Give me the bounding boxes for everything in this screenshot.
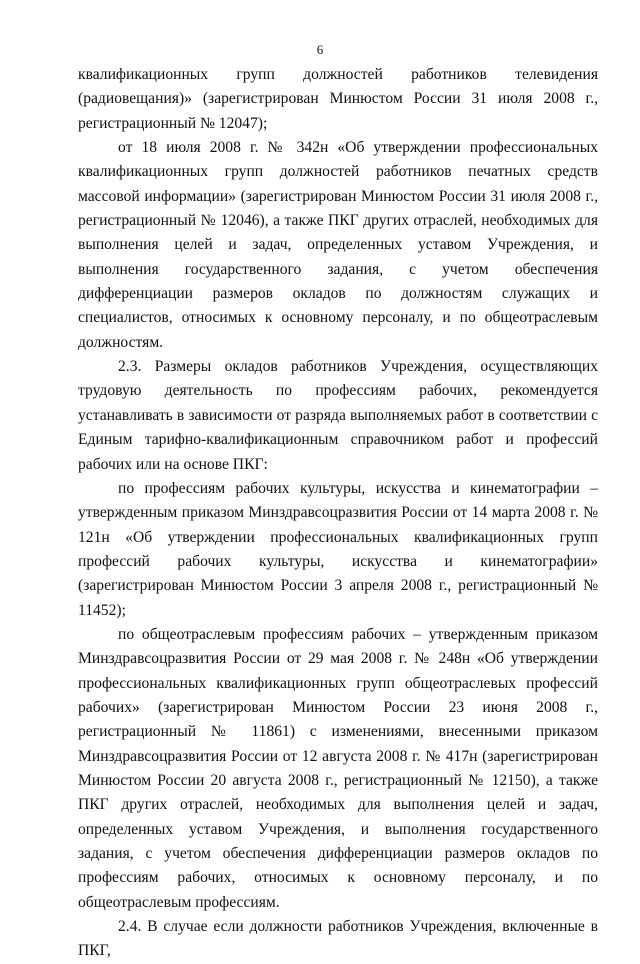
paragraph-general-workers: по общеотраслевым профессиям рабочих – утвержденным приказом Минздравсоцразвития России от 29 мая 2008 г. № 248н «Об утверждении профессиональных квалификационных групп общеотраслевых профессий рабочих» (зарегистрирован Минюстом России 23 июня 2008 г., регистрационный № 11861) с изменениями, внесенными приказом Минздравсоцразвития России от 12 августа 2008 г. № 417н (зарегистрирован Минюстом России 20 августа 2008 г., регистрационный № 12150), а также ПКГ других отраслей, необходимых для выполнения целей и задач, определенных уставом Учреждения, и выполнения государственного задания, с учетом обеспечения дифференциации размеров окладов по профессиям рабочих, относимых к основному персоналу, и по общеотраслевым профессиям. (78, 625, 598, 911)
paragraph-section-2-3: 2.3. Размеры окладов работников Учреждения, осуществляющих трудовую деятельность по профессиям рабочих, рекомендуется устанавливать в зависимости от разряда выполняемых работ в соответствии с Единым тарифно-квалификационным справочником работ и профессий рабочих или на основе ПКГ: (78, 358, 598, 473)
paragraph-order-342n: от 18 июля 2008 г. № 342н «Об утверждении профессиональных квалификационных групп должностей работников печатных средств массовой информации» (зарегистрирован Минюстом России 31 июля 2008 г., регистрационный № 12046), а также ПКГ других отраслей, необходимых для выполнения целей и задач, определенных уставом Учреждения, и выполнения государственного задания, с учетом обеспечения дифференциации размеров окладов по должностям служащих и специалистов, относимых к основному персоналу, и по общеотраслевым должностям. (78, 139, 598, 351)
paragraph-culture-workers: по профессиям рабочих культуры, искусства и кинематографии – утвержденным приказом Минздравсоцразвития России от 14 марта 2008 г. № 121н «Об утверждении профессиональных квалификационных групп профессий рабочих культуры, искусства и кинематографии» (зарегистрирован Минюстом России 3 апреля 2008 г., регистрационный № 11452); (78, 479, 598, 619)
page-number: 6 (316, 42, 324, 57)
paragraph-section-2-4: 2.4. В случае если должности работников Учреждения, включенные в ПКГ, (78, 918, 598, 960)
document-body (78, 63, 598, 964)
paragraph-continuation: квалификационных групп должностей работников телевидения (радиовещания)» (зарегистрирован Минюстом России 31 июля 2008 г., регистрационный № 12047); (78, 66, 598, 132)
